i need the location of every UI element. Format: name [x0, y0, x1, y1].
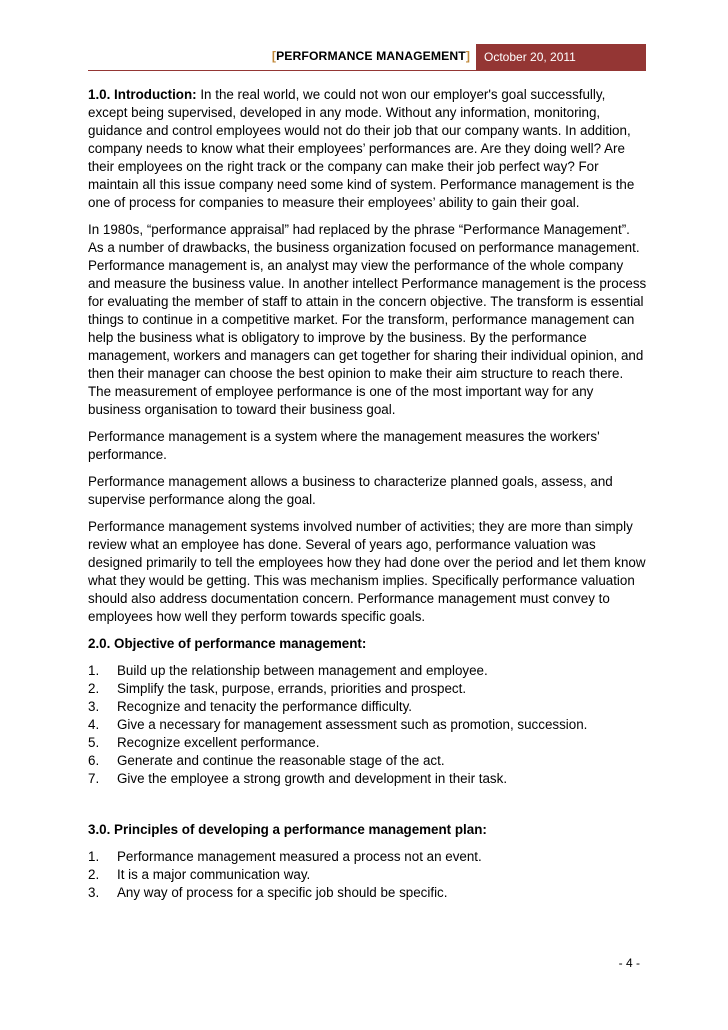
- list-item-text: Recognize excellent performance.: [117, 735, 320, 750]
- body-paragraph: Performance management is a system where the management measures the workers' performance.: [88, 429, 600, 462]
- page-header: [0, 44, 728, 70]
- list-item-number: 1.: [88, 663, 100, 678]
- list-item: [88, 680, 648, 698]
- document-body: [88, 86, 648, 911]
- list-item: [88, 698, 648, 716]
- list-item-number: 7.: [88, 771, 100, 786]
- section1-heading: 1.0. Introduction:: [88, 87, 197, 102]
- list-item-number: 4.: [88, 717, 100, 732]
- list-item-number: 3.: [88, 699, 100, 714]
- list-item-number: 2.: [88, 681, 100, 696]
- list-item-number: 2.: [88, 867, 100, 882]
- list-item: [88, 866, 648, 884]
- section2-heading: 2.0. Objective of performance management:: [88, 636, 367, 651]
- list-item: [88, 734, 648, 752]
- objectives-list: [88, 662, 648, 788]
- list-item: [88, 716, 648, 734]
- page-number: - 4 -: [618, 956, 640, 970]
- list-item-text: Build up the relationship between management and employee.: [117, 663, 488, 678]
- list-item: [88, 848, 648, 866]
- list-item: [88, 752, 648, 770]
- body-paragraph: Performance management allows a business to characterize planned goals, assess, and supervise performance along the goal.: [88, 474, 613, 507]
- section3-heading: 3.0. Principles of developing a performance management plan:: [88, 822, 487, 837]
- list-item-text: Any way of process for a specific job should be specific.: [117, 885, 448, 900]
- intro-text: In the real world, we could not won our employer's goal successfully, except being supervised, developed in any mode. Without any information, monitoring, guidance and control employees would not do their job that our company wants. In addition, company needs to know what their employees’ performances are. Are they doing well? Are their employees on the right track or the company can make their job perfect way? For maintain all this issue company need some kind of system. Performance management is the one of process for companies to measure their employees’ ability to gain their goal.: [88, 87, 635, 210]
- list-item-number: 6.: [88, 753, 100, 768]
- header-bracket-open: [: [271, 49, 277, 63]
- header-divider: [88, 70, 646, 71]
- list-item-number: 5.: [88, 735, 100, 750]
- body-paragraph: Performance management systems involved number of activities; they are more than simply review what an employee has done. Several of years ago, performance valuation was designed primarily to tell the employees how they had done over the period and let them know what they would be getting. This was mechanism implies. Specifically performance valuation should also address documentation concern. Performance management must convey to employees how well they perform towards specific goals.: [88, 519, 646, 624]
- list-item-text: Performance management measured a process not an event.: [117, 849, 482, 864]
- header-date: October 20, 2011: [476, 44, 646, 70]
- list-item-text: Simplify the task, purpose, errands, priorities and prospect.: [117, 681, 467, 696]
- body-paragraph: In 1980s, “performance appraisal” had replaced by the phrase “Performance Management”. As a number of drawbacks, the business organization focused on performance management. Performance management is, an analyst may view the performance of the whole company and measure the business value. In another intellect Performance management is the process for evaluating the member of staff to attain in the concern objective. The transform is essential things to continue in a competitive market. For the transform, performance management can help the business what is obligatory to improve by the business. By the performance management, workers and managers can get together for sharing their individual opinion, and then their manager can choose the best opinion to make their aim structure to reach there. The measurement of employee performance is one of the most important way for any business organisation to toward their business goal.: [88, 222, 647, 417]
- list-item-number: 1.: [88, 849, 100, 864]
- list-item-text: It is a major communication way.: [117, 867, 311, 882]
- list-item: [88, 884, 648, 902]
- header-title: [272, 49, 470, 63]
- list-item: [88, 662, 648, 680]
- list-item-text: Give a necessary for management assessment such as promotion, succession.: [117, 717, 588, 732]
- list-item: [88, 770, 648, 788]
- header-title-text: PERFORMANCE MANAGEMENT: [276, 49, 466, 63]
- list-item-text: Give the employee a strong growth and development in their task.: [117, 771, 508, 786]
- header-bracket-close: ]: [465, 49, 470, 63]
- intro-paragraph: [88, 86, 648, 212]
- principles-list: [88, 848, 648, 902]
- list-item-number: 3.: [88, 885, 100, 900]
- list-item-text: Generate and continue the reasonable stage of the act.: [117, 753, 445, 768]
- list-item-text: Recognize and tenacity the performance difficulty.: [117, 699, 413, 714]
- section-spacer: [88, 797, 648, 821]
